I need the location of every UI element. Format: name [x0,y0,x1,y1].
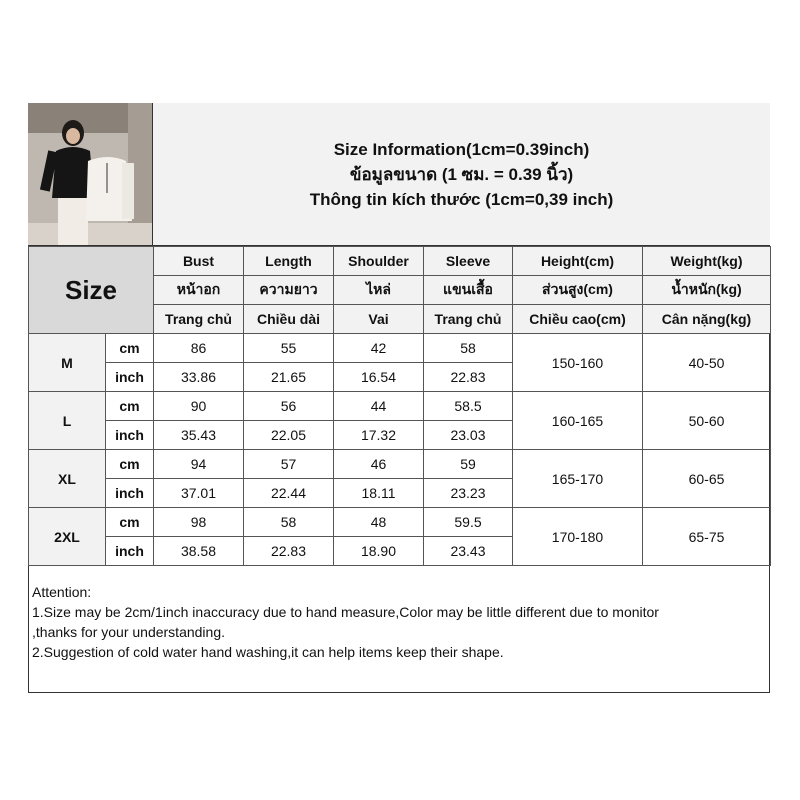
title-line-vietnamese: Thông tin kích thước (1cm=0,39 inch) [309,189,614,209]
table-row-l-cm [29,392,771,421]
unit-cm: cm [106,334,154,363]
weight-range: 65-75 [643,508,771,566]
size-name-l: L [29,392,106,450]
bust-inch: 35.43 [154,421,244,450]
header-row-english [29,247,771,276]
sleeve-inch: 23.03 [424,421,513,450]
header-height: Height(cm) [513,247,643,276]
product-photo [28,103,153,246]
shoulder-cm: 46 [334,450,424,479]
header-height-vietnamese: Chiều cao(cm) [513,305,643,334]
sleeve-cm: 59.5 [424,508,513,537]
sleeve-cm: 58 [424,334,513,363]
header-height-thai: ส่วนสูง(cm) [513,276,643,305]
unit-cm: cm [106,508,154,537]
bust-cm: 90 [154,392,244,421]
size-header: Size [29,247,154,334]
bust-inch: 37.01 [154,479,244,508]
table-row-2xl-cm [29,508,771,537]
size-name-xl: XL [29,450,106,508]
size-table [28,246,771,566]
weight-range: 60-65 [643,450,771,508]
header-weight-vietnamese: Cân nặng(kg) [643,305,771,334]
size-name-m: M [29,334,106,392]
header-bust-vietnamese: Trang chủ [154,305,244,334]
bust-cm: 94 [154,450,244,479]
header-sleeve: Sleeve [424,247,513,276]
unit-cm: cm [106,450,154,479]
header-length-vietnamese: Chiều dài [244,305,334,334]
header-bust: Bust [154,247,244,276]
sleeve-cm: 59 [424,450,513,479]
unit-inch: inch [106,479,154,508]
shoulder-inch: 17.32 [334,421,424,450]
sleeve-inch: 22.83 [424,363,513,392]
size-info-title-box [153,103,770,246]
height-range: 165-170 [513,450,643,508]
length-inch: 22.05 [244,421,334,450]
product-photo-image [28,103,153,246]
attention-note-1-cont: ,thanks for your understanding. [32,624,226,640]
height-range: 160-165 [513,392,643,450]
bust-cm: 98 [154,508,244,537]
length-cm: 58 [244,508,334,537]
length-inch: 22.44 [244,479,334,508]
bust-inch: 38.58 [154,537,244,566]
length-cm: 56 [244,392,334,421]
height-range: 170-180 [513,508,643,566]
sleeve-cm: 58.5 [424,392,513,421]
header-length-thai: ความยาว [244,276,334,305]
header-weight-thai: น้ำหนัก(kg) [643,276,771,305]
table-row-m-cm [29,334,771,363]
header-length: Length [244,247,334,276]
shoulder-cm: 42 [334,334,424,363]
header-shoulder: Shoulder [334,247,424,276]
shoulder-cm: 44 [334,392,424,421]
weight-range: 40-50 [643,334,771,392]
header-shoulder-vietnamese: Vai [334,305,424,334]
shoulder-inch: 18.90 [334,537,424,566]
length-cm: 55 [244,334,334,363]
unit-inch: inch [106,537,154,566]
header-weight: Weight(kg) [643,247,771,276]
bust-inch: 33.86 [154,363,244,392]
header-sleeve-vietnamese: Trang chủ [424,305,513,334]
weight-range: 50-60 [643,392,771,450]
header-shoulder-thai: ไหล่ [334,276,424,305]
shoulder-cm: 48 [334,508,424,537]
bust-cm: 86 [154,334,244,363]
sleeve-inch: 23.43 [424,537,513,566]
length-inch: 22.83 [244,537,334,566]
table-row-xl-cm [29,450,771,479]
size-name-2xl: 2XL [29,508,106,566]
title-line-thai: ข้อมูลขนาด (1 ซม. = 0.39 นิ้ว) [349,164,574,184]
header-bust-thai: หน้าอก [154,276,244,305]
unit-inch: inch [106,421,154,450]
attention-note-2: 2.Suggestion of cold water hand washing,it can help items keep their shape. [32,644,504,660]
unit-inch: inch [106,363,154,392]
header-sleeve-thai: แขนเสื้อ [424,276,513,305]
attention-heading: Attention: [32,584,92,600]
attention-note-1: 1.Size may be 2cm/1inch inaccuracy due to hand measure,Color may be little different due to monitor [32,604,659,620]
attention-notes [32,582,762,662]
title-line-english: Size Information(1cm=0.39inch) [333,139,590,159]
length-inch: 21.65 [244,363,334,392]
shoulder-inch: 16.54 [334,363,424,392]
shoulder-inch: 18.11 [334,479,424,508]
height-range: 150-160 [513,334,643,392]
unit-cm: cm [106,392,154,421]
sleeve-inch: 23.23 [424,479,513,508]
length-cm: 57 [244,450,334,479]
